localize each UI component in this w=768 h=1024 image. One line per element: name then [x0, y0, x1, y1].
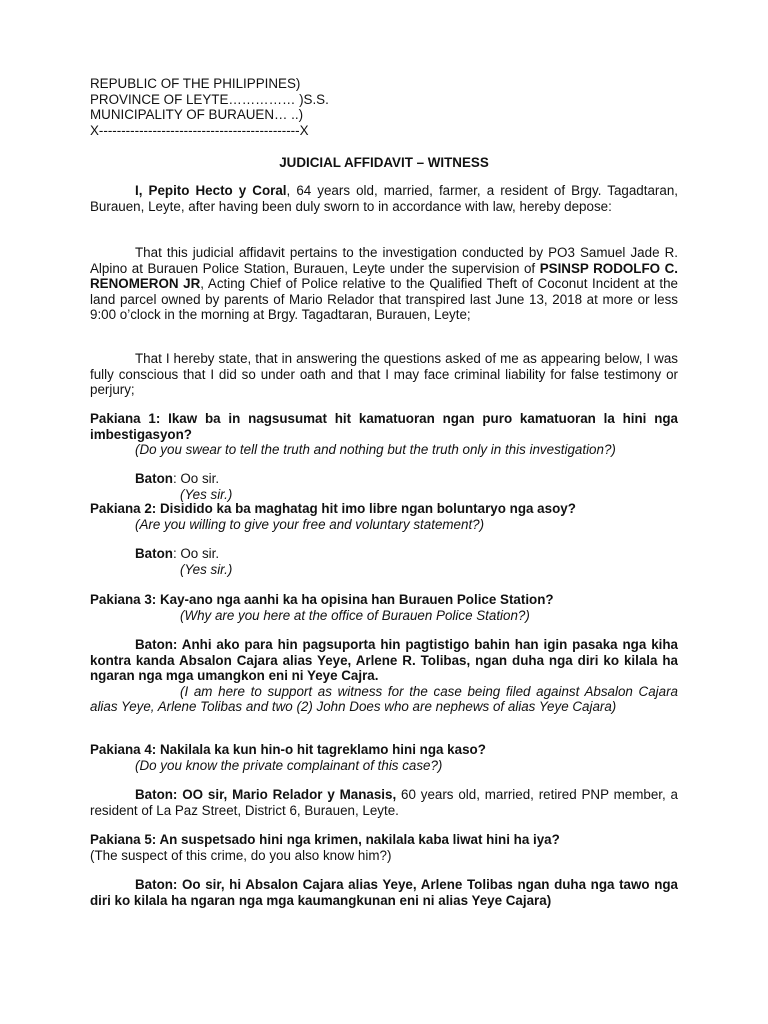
header-line-province: PROVINCE OF LEYTE…………… )S.S. [90, 91, 329, 107]
question-2-translation: (Are you willing to give your free and voluntary statement?) [135, 516, 485, 532]
answer-1 [90, 471, 678, 502]
investigation-text-2: , Acting Chief of Police relative to the Qualified Theft of Coconut Incident at the land parcel owned by parents of Mario Relador that transpired last June 13, 2018 at more or less 9:00 o’clock in the morning at Brgy. Tagadtaran, Burauen, Leyte; [90, 276, 678, 322]
intro-text: , 64 years old, married, farmer, a resident of Brgy. Tagadtaran, Burauen, Leyte, after having been duly sworn to in accordance with law, hereby depose: [90, 183, 678, 214]
question-1: Pakiana 1: Ikaw ba in nagsusumat hit kamatuoran ngan puro kamatuoran la hini nga imbestigasyon? [90, 411, 678, 442]
document-title: JUDICIAL AFFIDAVIT – WITNESS [279, 155, 489, 170]
answer-2-label: Baton [135, 546, 173, 561]
question-3: Pakiana 3: Kay-ano nga aanhi ka ha opisina han Burauen Police Station? [90, 592, 554, 607]
answer-5 [90, 877, 678, 908]
question-5: Pakiana 5: An suspetsado hini nga krimen, nakilala kaba liwat hini ha iya? [90, 832, 560, 847]
answer-3-translation: (I am here to support as witness for the case being filed against Absalon Cajara alias Yeye, Arlene Tolibas and two (2) John Does who are nephews of alias Yeye Cajara) [90, 683, 678, 714]
question-4-translation: (Do you know the private complainant of this case?) [135, 757, 443, 773]
investigation-text-1: That this judicial affidavit pertains to the investigation conducted by PO3 Samuel Jade R. Alpino at Burauen Police Station, Burauen, Leyte under the supervision of [90, 245, 678, 276]
answer-3 [90, 637, 678, 715]
intro-paragraph [90, 183, 678, 214]
question-5-translation: (The suspect of this crime, do you also know him?) [90, 847, 392, 863]
qa-item-5 [90, 832, 678, 863]
qa-item-4 [90, 742, 678, 773]
answer-5-text: Baton: Oo sir, hi Absalon Cajara alias Yeye, Arlene Tolibas ngan duha nga tawo nga diri ko kilala ha ngaran nga mga kaumangkunan eni ni alias Yeye Cajara) [90, 877, 678, 908]
affiant-name: I, Pepito Hecto y Coral [135, 183, 287, 198]
answer-4-lead: Baton: OO sir, Mario Relador y Manasis, [135, 787, 397, 802]
answer-3-text: Baton: Anhi ako para hin pagsuporta hin pagtistigo bahin han igin pasaka nga kiha kontra kanda Absalon Cajara alias Yeye, Arlene R. Tolibas, ngan duha nga diri ko kilala ha ngaran nga mga umangkon eni ni Yeye Cajra. [90, 637, 678, 683]
investigation-paragraph [90, 245, 678, 323]
question-4: Pakiana 4: Nakilala ka kun hin-o hit tagreklamo hini nga kaso? [90, 742, 486, 757]
qa-item-2 [90, 501, 678, 532]
header-line-separator: X---------------------------------------------X [90, 122, 309, 138]
question-1-translation: (Do you swear to tell the truth and nothing but the truth only in this investigation?) [135, 442, 616, 457]
answer-2 [90, 546, 678, 577]
answer-2-text: : Oo sir. [172, 546, 220, 561]
question-3-translation: (Why are you here at the office of Burauen Police Station?) [180, 607, 530, 623]
answer-1-text: : Oo sir. [172, 471, 220, 486]
chief-of-police-name: PSINSP RODOLFO C. RENOMERON JR [90, 260, 678, 291]
question-2: Pakiana 2: Disidido ka ba maghatag hit imo libre ngan boluntaryo nga asoy? [90, 501, 576, 516]
qa-item-1 [90, 411, 678, 458]
answer-4 [90, 787, 678, 818]
answer-4-text: 60 years old, married, retired PNP member, a resident of La Paz Street, District 6, Burauen, Leyte. [90, 787, 678, 818]
answer-1-label: Baton [135, 471, 173, 486]
answer-2-translation: (Yes sir.) [180, 561, 233, 577]
header-line-municipality: MUNICIPALITY OF BURAUEN… ..) [90, 107, 304, 122]
caption-header [90, 76, 678, 138]
qa-item-3 [90, 592, 678, 623]
oath-paragraph: That I hereby state, that in answering the questions asked of me as appearing below, I was fully conscious that I did so under oath and that I may face criminal liability for false testimony or perjury; [90, 351, 678, 397]
answer-1-translation: (Yes sir.) [180, 486, 233, 502]
header-line-republic: REPUBLIC OF THE PHILIPPINES) [90, 76, 301, 91]
